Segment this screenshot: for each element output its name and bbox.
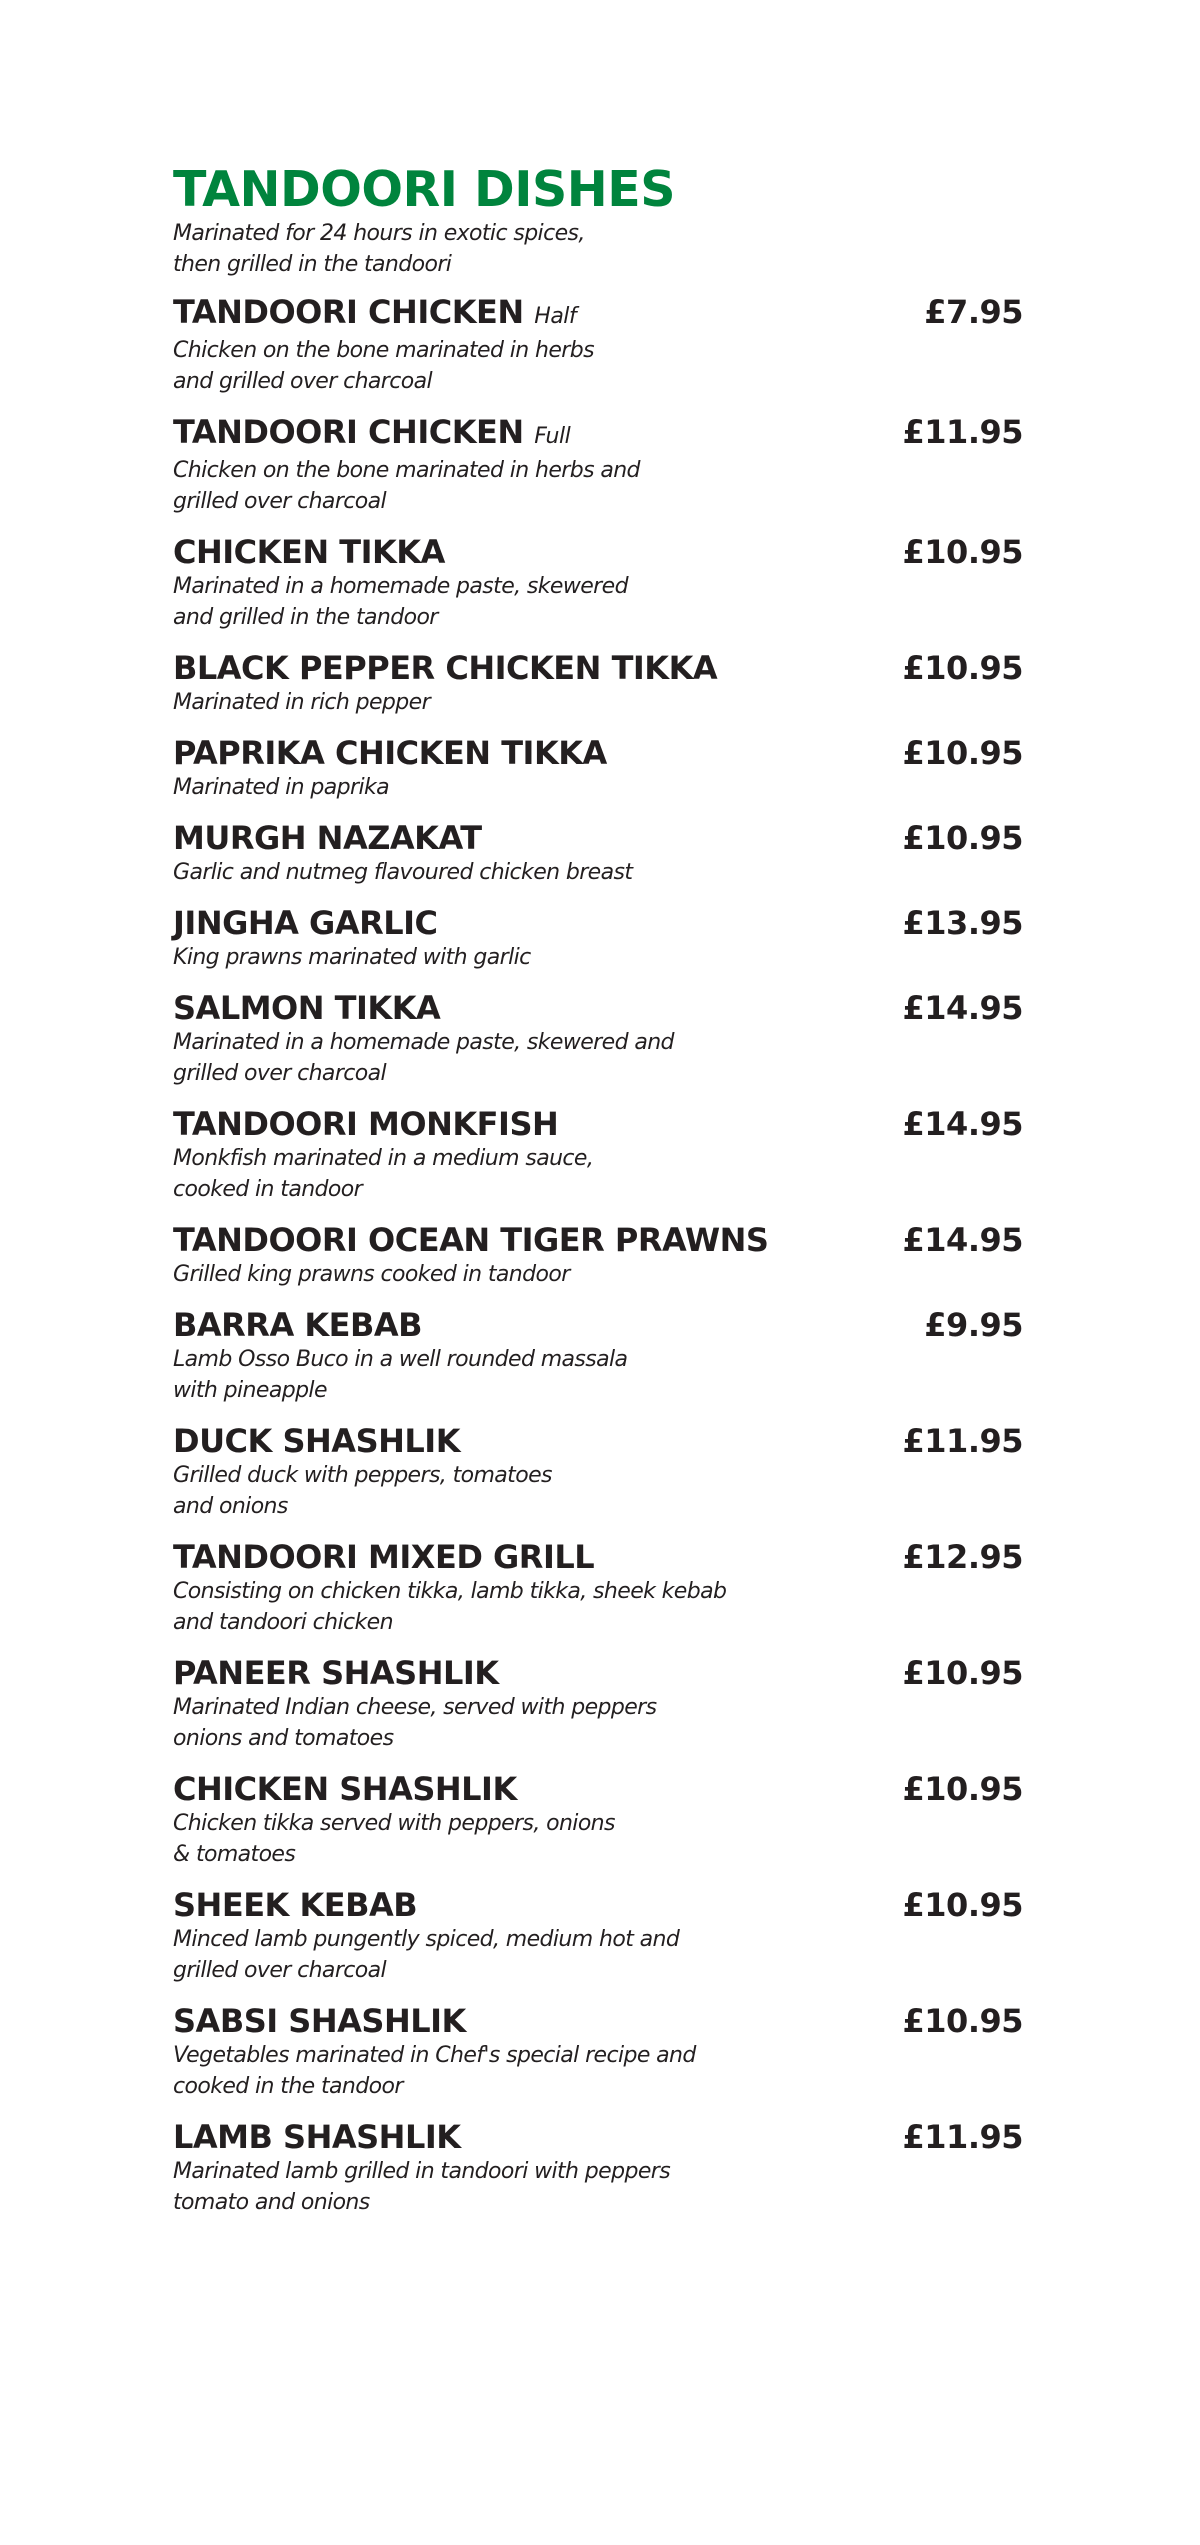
- menu-item-name: BARRA KEBAB: [173, 1306, 423, 1344]
- menu-item-title: [173, 1539, 594, 1576]
- menu-item-list: [173, 294, 1023, 2218]
- menu-item-name: JINGHA GARLIC: [173, 904, 438, 942]
- section-intro-line: then grilled in the tandoori: [173, 252, 452, 277]
- menu-item: [173, 534, 1023, 633]
- menu-item-price: £9.95: [924, 1306, 1023, 1344]
- section-intro: [173, 218, 733, 280]
- menu-item-description-line: cooked in tandoor: [173, 1177, 363, 1202]
- menu-item-description-line: Vegetables marinated in Chef's special recipe and: [173, 2043, 696, 2068]
- menu-item-description: [173, 772, 773, 803]
- menu-item-header: [173, 2119, 1023, 2156]
- menu-item-header: [173, 905, 1023, 942]
- menu-item-name: TANDOORI MIXED GRILL: [173, 1538, 595, 1576]
- menu-item-title: [173, 1887, 417, 1924]
- menu-item-price: £10.95: [902, 819, 1023, 857]
- menu-item-description-line: grilled over charcoal: [173, 1061, 387, 1086]
- menu-item-title: [173, 1106, 558, 1143]
- menu-item-price: £14.95: [902, 1105, 1023, 1143]
- menu-item-price: £13.95: [902, 904, 1023, 942]
- menu-item-title: [173, 990, 440, 1027]
- menu-item-header: [173, 650, 1023, 687]
- menu-item-header: [173, 534, 1023, 571]
- menu-item-description: [173, 571, 773, 633]
- section-title: TANDOORI DISHES: [173, 161, 676, 218]
- menu-item-name: CHICKEN SHASHLIK: [173, 1770, 517, 1808]
- menu-item-description-line: Marinated in rich pepper: [173, 690, 431, 715]
- menu-item-title: [173, 820, 482, 857]
- menu-item-description-line: Chicken on the bone marinated in herbs: [173, 338, 594, 363]
- menu-item-description: [173, 1259, 773, 1290]
- menu-item-header: [173, 1222, 1023, 1259]
- menu-item-title: [173, 1771, 517, 1808]
- menu-item-description-line: Chicken on the bone marinated in herbs and: [173, 458, 640, 483]
- menu-item: [173, 414, 1023, 517]
- menu-item-description: [173, 1692, 773, 1754]
- menu-item: [173, 1655, 1023, 1754]
- menu-item: [173, 294, 1023, 397]
- menu-item-description-line: cooked in the tandoor: [173, 2074, 403, 2099]
- menu-item-description-line: tomato and onions: [173, 2190, 370, 2215]
- menu-item-name: SHEEK KEBAB: [173, 1886, 418, 1924]
- menu-item-name: TANDOORI MONKFISH: [173, 1105, 559, 1143]
- menu-item: [173, 905, 1023, 973]
- menu-item-description-line: Marinated in a homemade paste, skewered: [173, 574, 628, 599]
- menu-item-description: [173, 1027, 773, 1089]
- menu-item: [173, 1887, 1023, 1986]
- menu-item-description: [173, 942, 773, 973]
- menu-item-description-line: Minced lamb pungently spiced, medium hot and: [173, 1927, 680, 1952]
- menu-item-description-line: and grilled over charcoal: [173, 369, 432, 394]
- menu-item-description: [173, 1344, 773, 1406]
- menu-item-description: [173, 2156, 773, 2218]
- menu-item-title: [173, 2119, 461, 2156]
- menu-item-header: [173, 990, 1023, 1027]
- menu-item-header: [173, 1106, 1023, 1143]
- menu-item-description: [173, 1808, 773, 1870]
- menu-item-description-line: Marinated Indian cheese, served with peppers: [173, 1695, 657, 1720]
- menu-item-name: PANEER SHASHLIK: [173, 1654, 499, 1692]
- menu-item-header: [173, 1655, 1023, 1692]
- menu-item-description-line: Marinated in paprika: [173, 775, 390, 800]
- menu-item-description: [173, 335, 773, 397]
- menu-item-description-line: Grilled duck with peppers, tomatoes: [173, 1463, 552, 1488]
- menu-item-price: £7.95: [924, 293, 1023, 331]
- menu-item: [173, 1222, 1023, 1290]
- menu-item-price: £14.95: [902, 1221, 1023, 1259]
- menu-item-name: MURGH NAZAKAT: [173, 819, 482, 857]
- menu-item-title: [173, 1655, 499, 1692]
- menu-item-description-line: Lamb Osso Buco in a well rounded massala: [173, 1347, 628, 1372]
- menu-item-name: SALMON TIKKA: [173, 989, 441, 1027]
- menu-item-price: £11.95: [902, 2118, 1023, 2156]
- menu-item-portion: Full: [534, 424, 571, 449]
- menu-item: [173, 820, 1023, 888]
- menu-item: [173, 1771, 1023, 1870]
- menu-item-header: [173, 294, 1023, 335]
- menu-item-price: £10.95: [902, 1770, 1023, 1808]
- menu-item-name: CHICKEN TIKKA: [173, 533, 445, 571]
- menu-item-price: £12.95: [902, 1538, 1023, 1576]
- menu-item-price: £10.95: [902, 1886, 1023, 1924]
- menu-item-header: [173, 1539, 1023, 1576]
- menu-item: [173, 1106, 1023, 1205]
- menu-item-name: PAPRIKA CHICKEN TIKKA: [173, 734, 607, 772]
- menu-item-description-line: grilled over charcoal: [173, 489, 387, 514]
- menu-item-description: [173, 2040, 773, 2102]
- menu-item-price: £10.95: [902, 649, 1023, 687]
- menu-item-name: LAMB SHASHLIK: [173, 2118, 461, 2156]
- section-intro-line: Marinated for 24 hours in exotic spices,: [173, 221, 585, 246]
- menu-item-title: [173, 735, 607, 772]
- menu-item-description: [173, 1143, 773, 1205]
- menu-item-description-line: onions and tomatoes: [173, 1726, 394, 1751]
- menu-item-description: [173, 687, 773, 718]
- menu-item-header: [173, 1887, 1023, 1924]
- menu-item-description-line: and onions: [173, 1494, 288, 1519]
- menu-item-description-line: and grilled in the tandoor: [173, 605, 438, 630]
- menu-item-description: [173, 1460, 773, 1522]
- menu-item-name: BLACK PEPPER CHICKEN TIKKA: [173, 649, 718, 687]
- menu-item: [173, 1307, 1023, 1406]
- menu-item: [173, 2119, 1023, 2218]
- menu-item-description-line: Monkfish marinated in a medium sauce,: [173, 1146, 594, 1171]
- menu-item: [173, 735, 1023, 803]
- menu-item-name: TANDOORI OCEAN TIGER PRAWNS: [173, 1221, 769, 1259]
- menu-page: [173, 162, 1023, 2235]
- menu-item-title: [173, 414, 570, 455]
- menu-item-price: £10.95: [902, 533, 1023, 571]
- menu-item-price: £14.95: [902, 989, 1023, 1027]
- menu-item-header: [173, 820, 1023, 857]
- menu-item-portion: Half: [534, 304, 577, 329]
- menu-item-description-line: Consisting on chicken tikka, lamb tikka, sheek kebab: [173, 1579, 727, 1604]
- menu-item-description-line: & tomatoes: [173, 1842, 296, 1867]
- menu-item-title: [173, 534, 445, 571]
- menu-item-description-line: Marinated lamb grilled in tandoori with peppers: [173, 2159, 671, 2184]
- menu-item: [173, 990, 1023, 1089]
- menu-item-header: [173, 1771, 1023, 1808]
- menu-item-header: [173, 2003, 1023, 2040]
- menu-item-header: [173, 1423, 1023, 1460]
- menu-item-description-line: King prawns marinated with garlic: [173, 945, 531, 970]
- menu-item-title: [173, 294, 576, 335]
- menu-item-price: £11.95: [902, 1422, 1023, 1460]
- menu-item-price: £10.95: [902, 734, 1023, 772]
- menu-item-title: [173, 1423, 460, 1460]
- menu-item-name: TANDOORI CHICKEN: [173, 413, 524, 451]
- menu-item-title: [173, 650, 717, 687]
- menu-item-price: £10.95: [902, 1654, 1023, 1692]
- menu-item: [173, 1423, 1023, 1522]
- menu-item: [173, 1539, 1023, 1638]
- menu-item-header: [173, 1307, 1023, 1344]
- menu-item: [173, 650, 1023, 718]
- menu-item-name: DUCK SHASHLIK: [173, 1422, 460, 1460]
- menu-item-description-line: and tandoori chicken: [173, 1610, 393, 1635]
- menu-item-description: [173, 455, 773, 517]
- menu-item-title: [173, 2003, 466, 2040]
- menu-item-header: [173, 414, 1023, 455]
- menu-item-name: TANDOORI CHICKEN: [173, 293, 524, 331]
- menu-item-description-line: Grilled king prawns cooked in tandoor: [173, 1262, 570, 1287]
- menu-item-description-line: Garlic and nutmeg flavoured chicken breast: [173, 860, 633, 885]
- menu-item-title: [173, 1307, 422, 1344]
- menu-item-title: [173, 905, 438, 942]
- menu-item-header: [173, 735, 1023, 772]
- menu-item-description: [173, 1576, 773, 1638]
- menu-item-price: £11.95: [902, 413, 1023, 451]
- menu-item-price: £10.95: [902, 2002, 1023, 2040]
- menu-item-description-line: with pineapple: [173, 1378, 327, 1403]
- menu-item: [173, 2003, 1023, 2102]
- menu-item-description: [173, 857, 773, 888]
- menu-item-name: SABSI SHASHLIK: [173, 2002, 466, 2040]
- menu-item-title: [173, 1222, 768, 1259]
- menu-item-description-line: Marinated in a homemade paste, skewered and: [173, 1030, 674, 1055]
- menu-item-description-line: grilled over charcoal: [173, 1958, 387, 1983]
- menu-item-description: [173, 1924, 773, 1986]
- menu-item-description-line: Chicken tikka served with peppers, onions: [173, 1811, 615, 1836]
